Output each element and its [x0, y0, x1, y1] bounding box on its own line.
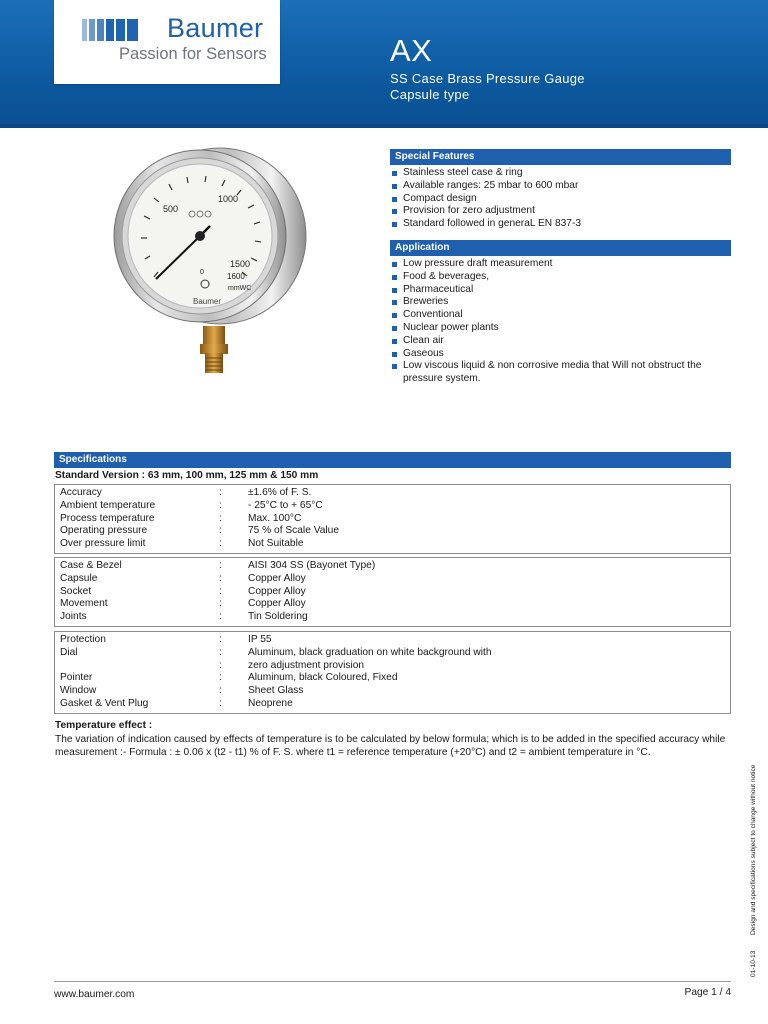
bullet-square-icon — [392, 209, 397, 214]
bullet-square-icon — [392, 326, 397, 331]
temperature-effect-title: Temperature effect : — [55, 720, 153, 731]
list-item: Gaseous — [392, 348, 732, 361]
gauge-brand-mark: Baumer — [193, 297, 222, 306]
side-note-text: Design and specifications subject to change without notice — [750, 764, 757, 935]
bullet-square-icon — [392, 275, 397, 280]
spec-row: Protection : IP 55 — [60, 634, 272, 645]
spec-row: Pointer : Aluminum, black Coloured, Fixed — [60, 672, 398, 684]
spec-row: Movement : Copper Alloy — [60, 598, 306, 610]
list-item: Low viscous liquid & non corrosive media that Will not obstruct the pressure system. — [392, 360, 732, 386]
bullet-square-icon — [392, 288, 397, 293]
brand-tagline: Passion for Sensors — [119, 45, 267, 63]
side-note — [740, 740, 760, 975]
gauge-label-1600: 1600 — [227, 272, 245, 281]
spec-row: Socket : Copper Alloy — [60, 585, 306, 597]
spec-row: Dial : Aluminum, black graduation on white background with — [60, 646, 492, 658]
bullet-square-icon — [392, 171, 397, 176]
spec-row: Joints : Tin Soldering — [60, 611, 308, 623]
spec-row: Window : Sheet Glass — [60, 685, 304, 697]
specifications-heading: Specifications — [54, 452, 731, 468]
list-item: Available ranges: 25 mbar to 600 mbar — [392, 180, 732, 193]
page-number: Page 1 / 4 — [684, 987, 731, 998]
list-item: Nuclear power plants — [392, 322, 732, 335]
special-features-list — [392, 167, 732, 231]
standard-version: Standard Version : 63 mm, 100 mm, 125 mm & 150 mm — [55, 470, 319, 481]
list-item: Pharmaceutical — [392, 284, 732, 297]
spec-row: Operating pressure : 75 % of Scale Value — [60, 525, 339, 537]
footer-url-link[interactable]: www.baumer.com — [54, 989, 135, 1000]
spec-group-general — [54, 484, 731, 554]
product-title-line2: Capsule type — [390, 87, 470, 102]
product-title — [390, 71, 585, 103]
bullet-square-icon — [392, 313, 397, 318]
spec-row: Over pressure limit : Not Suitable — [60, 538, 304, 550]
spec-row: Capsule : Copper Alloy — [60, 572, 306, 584]
list-item: Low pressure draft measurement — [392, 258, 732, 271]
spec-row: : zero adjustment provision — [219, 659, 365, 671]
special-features-heading: Special Features — [390, 149, 731, 165]
product-title-line1: SS Case Brass Pressure Gauge — [390, 71, 585, 86]
bullet-square-icon — [392, 300, 397, 305]
list-item: Clean air — [392, 335, 732, 348]
pressure-gauge-image — [108, 146, 308, 378]
application-list — [392, 258, 732, 386]
gauge-unit: mmWC — [228, 285, 252, 292]
product-code: AX — [390, 33, 433, 68]
side-note-date: 01-10-13 — [750, 950, 757, 977]
spec-row: Ambient temperature : - 25°C to + 65°C — [60, 499, 323, 511]
list-item: Stainless steel case & ring — [392, 167, 732, 180]
spec-row: Accuracy : ±1.6% of F. S. — [60, 487, 312, 498]
bullet-square-icon — [392, 352, 397, 357]
list-item: Provision for zero adjustment — [392, 205, 732, 218]
gauge-label-1500: 1500 — [230, 259, 251, 269]
spec-group-materials — [54, 557, 731, 627]
bullet-square-icon — [392, 262, 397, 267]
temperature-effect-text: The variation of indication caused by effects of temperature is to be calculated by below formula; which is to be added in the specified accuracy while measurement :- Formula : ± 0.06 x (t2 - t1) % of F. S. where t1 = reference temperature (+20°C) and t2 = ambient temperature in °C. — [55, 734, 726, 758]
spec-group-protection — [54, 631, 731, 714]
bullet-square-icon — [392, 339, 397, 344]
bullet-square-icon — [392, 364, 397, 369]
brand-logo[interactable] — [54, 0, 280, 84]
header-banner — [0, 0, 768, 128]
gauge-label-0: 0 — [200, 269, 204, 276]
spec-row: Process temperature : Max. 100°C — [60, 512, 302, 524]
list-item: Breweries — [392, 296, 732, 309]
list-item: Compact design — [392, 193, 732, 206]
bullet-square-icon — [392, 197, 397, 202]
spec-row: Gasket & Vent Plug : Neoprene — [60, 697, 293, 709]
baumer-logo-icon — [82, 19, 138, 41]
spec-row: Case & Bezel : AISI 304 SS (Bayonet Type) — [60, 560, 376, 571]
bullet-square-icon — [392, 184, 397, 189]
bullet-square-icon — [392, 222, 397, 227]
list-item: Food & beverages, — [392, 271, 732, 284]
list-item: Standard followed in generaL EN 837-3 — [392, 218, 732, 231]
brand-name: Baumer — [167, 13, 264, 43]
footer-divider — [54, 981, 731, 982]
application-heading: Application — [390, 240, 731, 256]
gauge-label-1000: 1000 — [218, 194, 239, 204]
gauge-label-500: 500 — [163, 204, 179, 214]
list-item: Conventional — [392, 309, 732, 322]
